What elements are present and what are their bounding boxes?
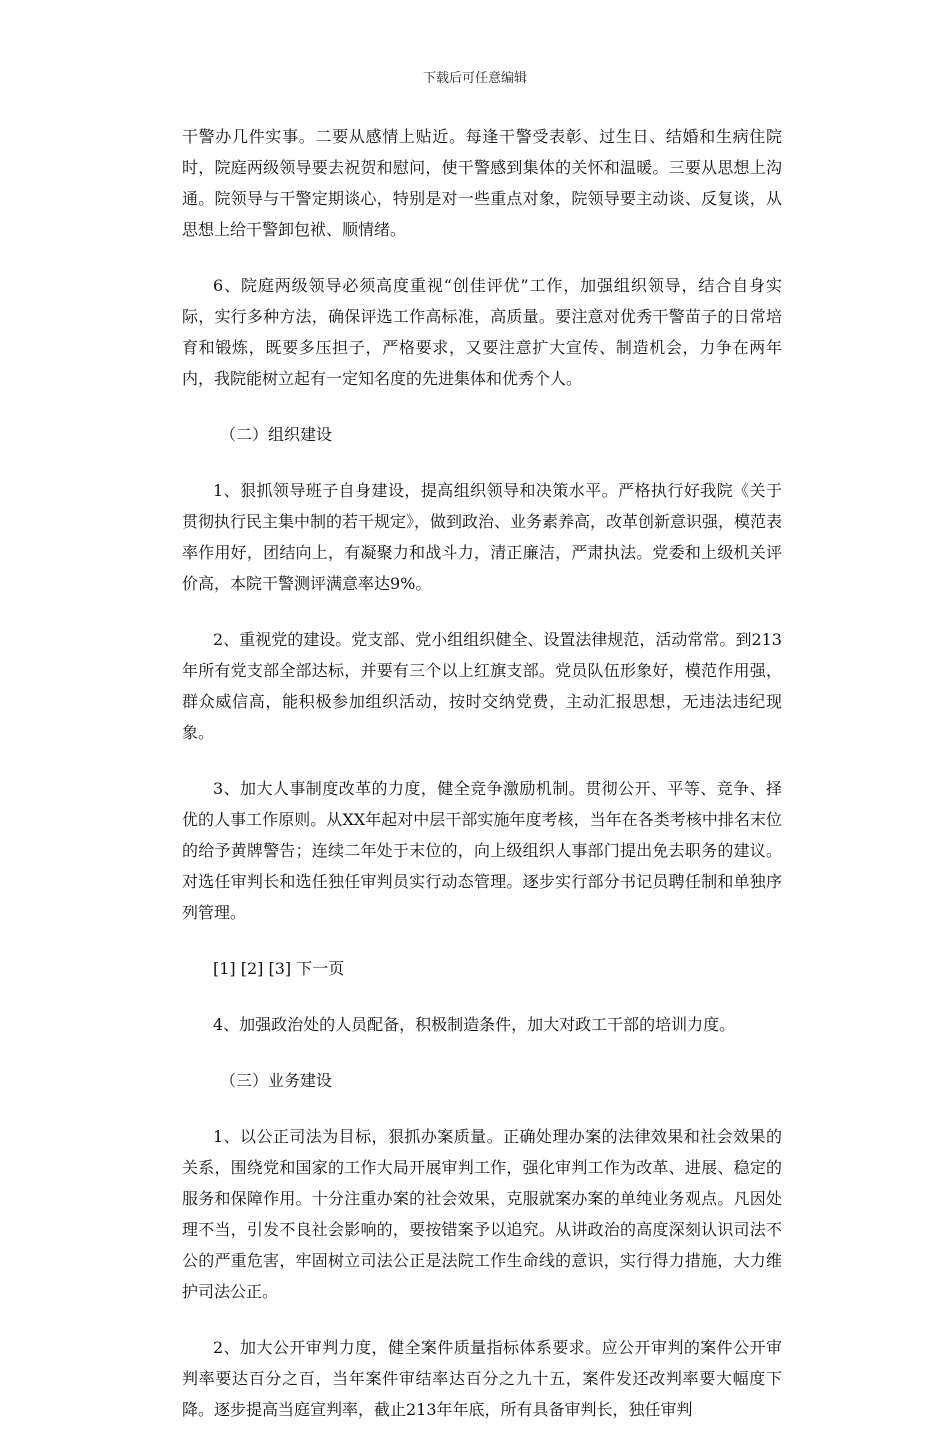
paragraph-org-item-1: 1、狠抓领导班子自身建设，提高组织领导和决策水平。严格执行好我院《关于贯彻执行民主集中制的若干规定》，做到政治、业务素养高，改革创新意识强，模范表率作用好，团结向上，有凝聚力和战斗力，清正廉洁，严肃执法。党委和上级机关评价高，本院干警测评满意率达9%。 — [182, 481, 783, 593]
paragraph-org-item-4: 4、加强政治处的人员配备，积极制造条件，加大对政工干部的培训力度。 — [213, 1015, 736, 1034]
paragraph-org-item-2: 2、重视党的建设。党支部、党小组组织健全、设置法律规范，活动常常。到213年所有党支部全部达标，并要有三个以上红旗支部。党员队伍形象好，模范作用强，群众威信高，能积极参加组织活动，按时交纳党费，主动汇报思想，无违法违纪现象。 — [182, 630, 782, 742]
paragraph-org-item-3: 3、加大人事制度改革的力度，健全竞争激励机制。贯彻公开、平等、竞争、择优的人事工作原则。从XX年起对中层干部实施年度考核，当年在各类考核中排名末位的给予黄牌警告；连续二年处于末位的，向上级组织人事部门提出免去职务的建议。对选任审判长和选任独任审判员实行动态管理。逐步实行部分书记员聘任制和单独序列管理。 — [182, 779, 782, 922]
document-body — [182, 121, 782, 1450]
section-heading-business: （三）业务建设 — [220, 1071, 333, 1090]
page-header: 下载后可任意编辑 — [422, 71, 527, 86]
page-navigation[interactable]: [1] [2] [3] 下一页 — [213, 959, 345, 978]
paragraph-item-6: 6、院庭两级领导必须高度重视“创佳评优”工作，加强组织领导，结合自身实际，实行多种方法，确保评选工作高标准，高质量。要注意对优秀干警苗子的日常培育和锻炼，既要多压担子，严格要求，又要注意扩大宣传、制造机会，力争在两年内，我院能树立起有一定知名度的先进集体和优秀个人。 — [182, 276, 782, 388]
paragraph-business-item-1: 1、以公正司法为目标，狠抓办案质量。正确处理办案的法律效果和社会效果的关系，围绕党和国家的工作大局开展审判工作，强化审判工作为改革、进展、稳定的服务和保障作用。十分注重办案的社会效果，克服就案办案的单纯业务观点。凡因处理不当，引发不良社会影响的，要按错案予以追究。从讲政治的高度深刻认识司法不公的严重危害，牢固树立司法公正是法院工作生命线的意识，实行得力措施，大力维护司法公正。 — [182, 1127, 782, 1301]
section-heading-organization: （二）组织建设 — [220, 425, 333, 444]
paragraph-continued: 干警办几件实事。二要从感情上贴近。每逢干警受表彰、过生日、结婚和生病住院时，院庭两级领导要去祝贺和慰问，使干警感到集体的关怀和温暖。三要从思想上沟通。院领导与干警定期谈心，特别是对一些重点对象，院领导要主动谈、反复谈，从思想上给干警卸包袱、顺情绪。 — [182, 127, 782, 239]
paragraph-business-item-2: 2、加大公开审判力度，健全案件质量指标体系要求。应公开审判的案件公开审判率要达百分之百，当年案件审结率达百分之九十五，案件发还改判率要大幅度下降。逐步提高当庭宣判率，截止213年年底，所有具备审判长，独任审判 — [182, 1338, 782, 1419]
